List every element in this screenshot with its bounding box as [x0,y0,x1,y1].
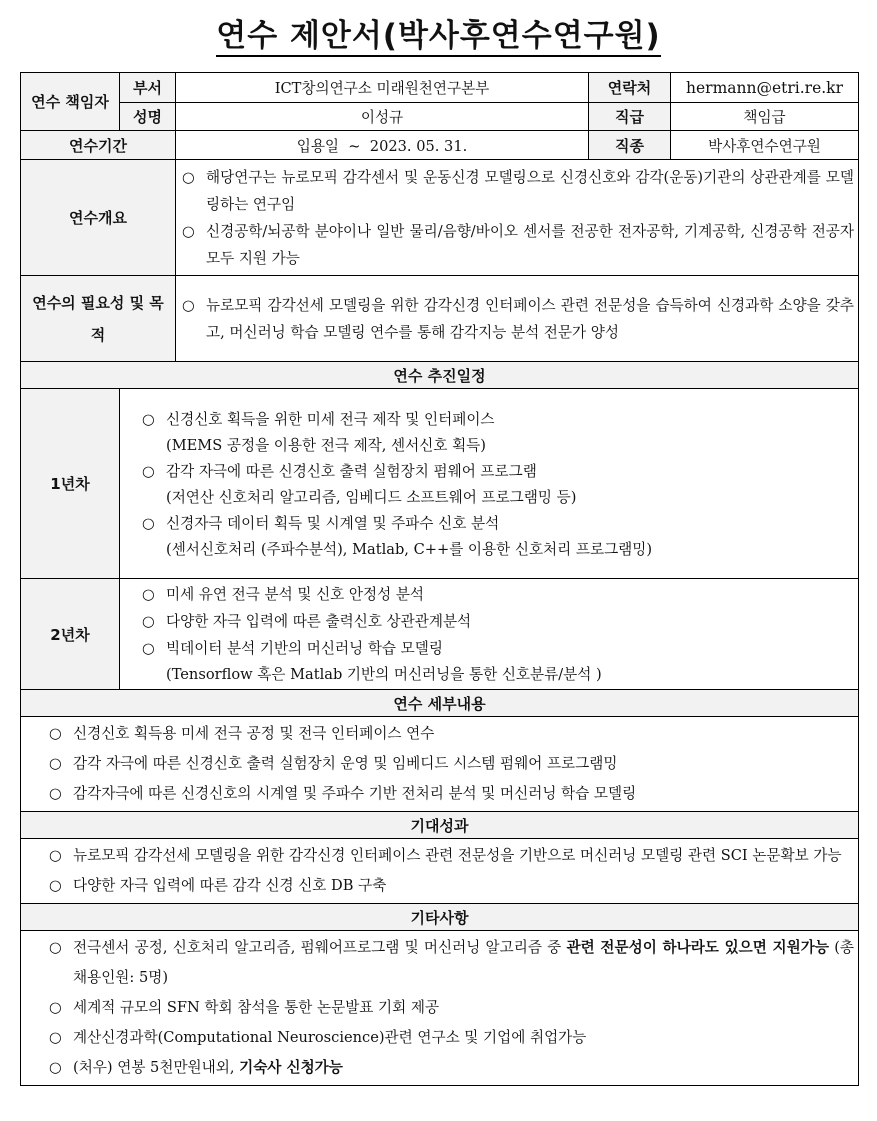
dept-label: 부서 [120,73,176,103]
year1-item: ○ 감각 자극에 따른 신경신호 출력 실험장치 펌웨어 프로그램 [138,458,854,485]
etc-item: ○ 세계적 규모의 SFN 학회 참석을 통한 논문발표 기회 제공 [45,993,854,1023]
name-value: 이성규 [176,103,589,131]
page-title: 연수 제안서(박사후연수연구원) [0,10,877,55]
contact-value: hermann@etri.re.kr [671,73,859,103]
details-item: ○ 감각자극에 따른 신경신호의 시계열 및 주파수 기반 전처리 분석 및 머신러닝 학습 모델링 [45,779,854,809]
overview-content [176,160,859,276]
year1-subitem: (센서신호처리 (주파수분석), Matlab, C++를 이용한 신호처리 프로그램밍) [166,540,653,558]
year1-subitem: (저연산 신호처리 알고리즘, 임베디드 소프트웨어 프로그램밍 등) [166,488,577,506]
responsible-label: 연수 책임자 [21,73,120,131]
period-value: 입용일 ~ 2023. 05. 31. [176,131,589,160]
year1-item: ○ 신경신호 획득을 위한 미세 전극 제작 및 인터페이스 [138,406,854,433]
year2-content [120,579,859,690]
outcomes-item: ○ 다양한 자극 입력에 따른 감각 신경 신호 DB 구축 [45,871,854,901]
year1-subitem: (MEMS 공정을 이용한 전극 제작, 센서신호 획득) [166,436,486,454]
year1-content [120,389,859,579]
proposal-table [20,72,859,1086]
year1-label: 1년차 [21,389,120,579]
etc-header: 기타사항 [21,904,859,931]
purpose-content [176,276,859,362]
year2-item: ○ 다양한 자극 입력에 따른 출력신호 상관관계분석 [138,608,854,635]
period-label: 연수기간 [21,131,176,160]
details-content [21,717,859,812]
schedule-header: 연수 추진일정 [21,362,859,389]
etc-item: ○ 계산신경과학(Computational Neuroscience)관련 연구소 및 기업에 취업가능 [45,1023,854,1053]
dept-value: ICT창의연구소 미래원천연구본부 [176,73,589,103]
rank-value: 책임급 [671,103,859,131]
outcomes-content [21,839,859,904]
details-header: 연수 세부내용 [21,690,859,717]
etc-item: ○ (처우) 연봉 5천만원내외, 기숙사 신청가능 [45,1053,854,1083]
purpose-label: 연수의 필요성 및 목적 [21,276,176,362]
etc-item: ○ 전극센서 공정, 신호처리 알고리즘, 펌웨어프로그램 및 머신러닝 알고리즘 중 관련 전문성이 하나라도 있으면 지원가능 (총 채용인원: 5명) [45,933,854,993]
contact-label: 연락처 [589,73,671,103]
job-value: 박사후연수연구원 [671,131,859,160]
year2-item: ○ 빅데이터 분석 기반의 머신러닝 학습 모델링 [138,635,854,662]
overview-label: 연수개요 [21,160,176,276]
details-item: ○ 감각 자극에 따른 신경신호 출력 실험장치 운영 및 임베디드 시스템 펌웨어 프로그램밍 [45,749,854,779]
year2-subitem: (Tensorflow 혹은 Matlab 기반의 머신러닝을 통한 신호분류/분석 ) [166,666,602,683]
name-label: 성명 [120,103,176,131]
etc-content [21,931,859,1086]
outcomes-item: ○ 뉴로모픽 감각선세 모델링을 위한 감각신경 인터페이스 관련 전문성을 기반으로 머신러닝 모델링 관련 SCI 논문확보 가능 [45,841,854,871]
rank-label: 직급 [589,103,671,131]
details-item: ○ 신경신호 획득용 미세 전극 공정 및 전극 인터페이스 연수 [45,719,854,749]
purpose-item: ○ 뉴로모픽 감각선세 모델링을 위한 감각신경 인터페이스 관련 전문성을 습득하여 신경과학 소양을 갖추고, 머신러닝 학습 모델링 연수를 통해 감각지능 분석 전문가 양성 [178,292,854,346]
year1-item: ○ 신경자극 데이터 획득 및 시계열 및 주파수 신호 분석 [138,510,854,537]
year2-label: 2년차 [21,579,120,690]
overview-item: ○ 신경공학/뇌공학 분야이나 일반 물리/음향/바이오 센서를 전공한 전자공학, 기계공학, 신경공학 전공자 모두 지원 가능 [178,218,854,272]
outcomes-header: 기대성과 [21,812,859,839]
job-label: 직종 [589,131,671,160]
overview-item: ○ 해당연구는 뉴로모픽 감각센서 및 운동신경 모델링으로 신경신호와 감각(운동)기관의 상관관계를 모델링하는 연구임 [178,164,854,218]
year2-item: ○ 미세 유연 전극 분석 및 신호 안정성 분석 [138,581,854,608]
